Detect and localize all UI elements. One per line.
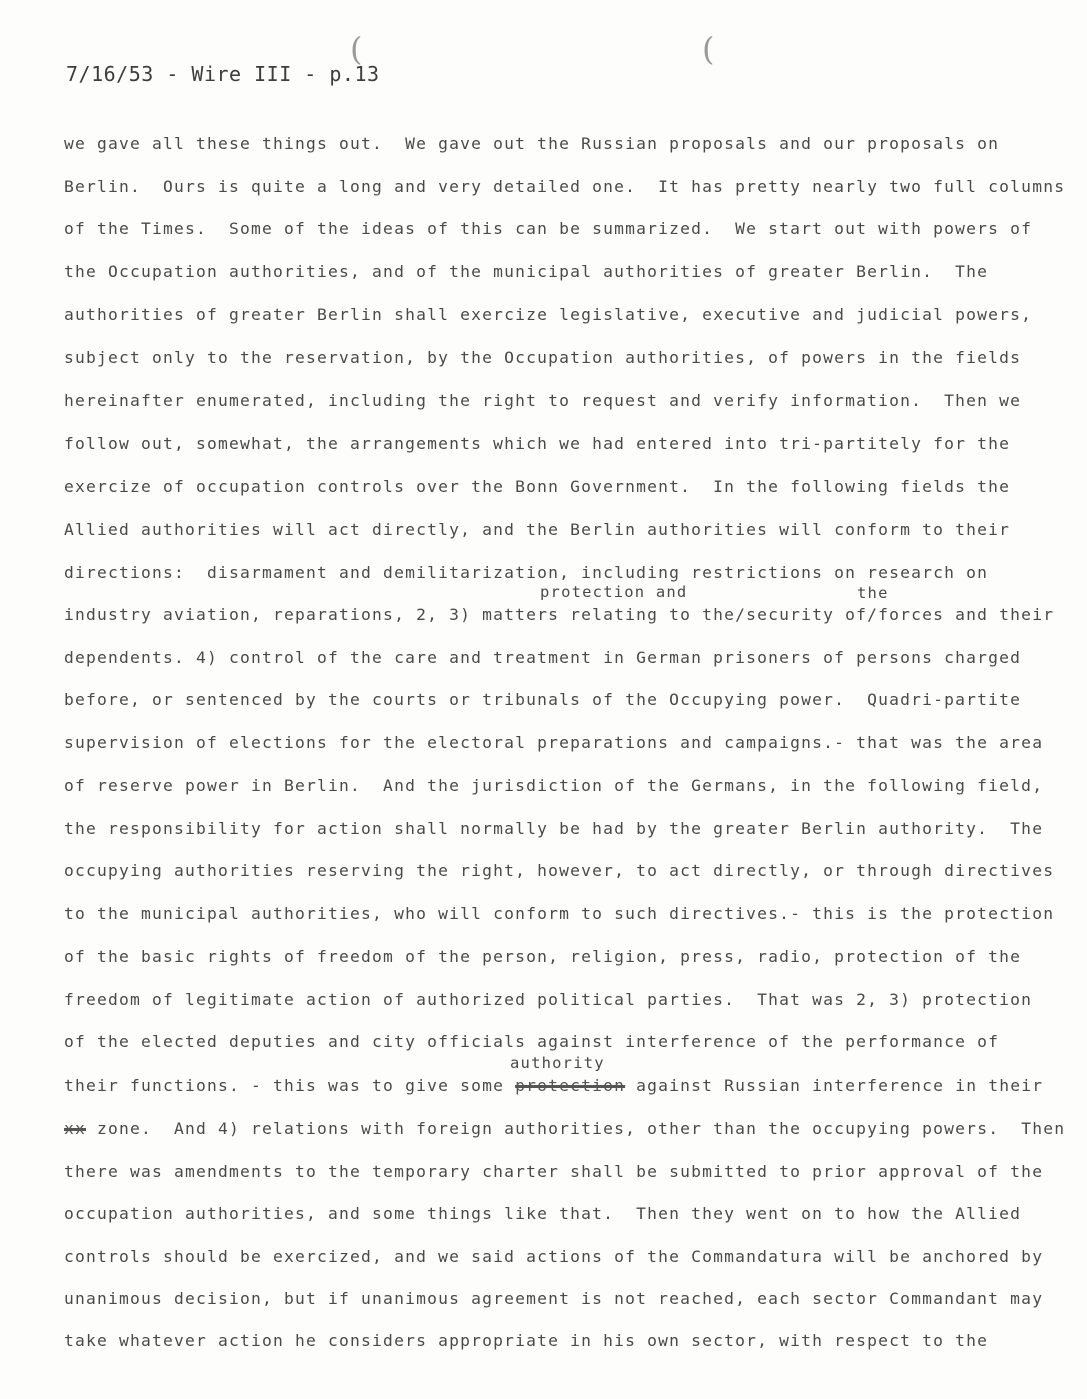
text-line-22: of the elected deputies and city officials against interference of the performance of	[64, 1032, 1000, 1051]
text-line-20: of the basic rights of freedom of the person, religion, press, radio, protection of the	[64, 947, 1022, 966]
text-line-15: supervision of elections for the electoral preparations and campaigns.- that was the area	[64, 733, 1044, 752]
interlinear-insert-the: the	[857, 584, 889, 602]
text-line-10: Allied authorities will act directly, and the Berlin authorities will conform to their	[64, 520, 1011, 539]
text-line-27: controls should be exercized, and we said actions of the Commandatura will be anchored by	[64, 1247, 1044, 1266]
text-line-19: to the municipal authorities, who will conform to such directives.- this is the protection	[64, 904, 1055, 923]
text-line-12: industry aviation, reparations, 2, 3) matters relating to the/security of/forces and their	[64, 605, 1055, 624]
text-line-16: of reserve power in Berlin. And the jurisdiction of the Germans, in the following field,	[64, 776, 1044, 795]
punch-mark-left: (	[350, 30, 363, 68]
punch-mark-right: (	[702, 30, 715, 68]
struck-word-xx: xx	[64, 1119, 87, 1138]
text-line-14: before, or sentenced by the courts or tribunals of the Occupying power. Quadri-partite	[64, 690, 1022, 709]
interlinear-insert-authority: authority	[510, 1054, 605, 1072]
text-line-24-end: zone. And 4) relations with foreign authorities, other than the occupying powers. Then	[86, 1119, 1066, 1138]
text-line-21: freedom of legitimate action of authorized political parties. That was 2, 3) protection	[64, 990, 1033, 1009]
text-line-9: exercize of occupation controls over the Bonn Government. In the following fields the	[64, 477, 1011, 496]
text-line-1: we gave all these things out. We gave out the Russian proposals and our proposals on	[64, 134, 1000, 153]
text-line-2: Berlin. Ours is quite a long and very detailed one. It has pretty nearly two full columns	[64, 177, 1066, 196]
text-line-4: the Occupation authorities, and of the municipal authorities of greater Berlin. The	[64, 262, 989, 281]
page-header: 7/16/53 - Wire III - p.13	[66, 62, 380, 86]
interlinear-insert-protection: protection and	[540, 583, 688, 601]
text-line-7: hereinafter enumerated, including the right to request and verify information. Then we	[64, 391, 1022, 410]
text-line-3: of the Times. Some of the ideas of this can be summarized. We start out with powers of	[64, 219, 1033, 238]
text-line-24	[64, 1119, 1065, 1138]
text-line-23	[64, 1076, 1043, 1095]
text-line-5: authorities of greater Berlin shall exercize legislative, executive and judicial powers,	[64, 305, 1033, 324]
text-line-29: take whatever action he considers appropriate in his own sector, with respect to the	[64, 1331, 989, 1350]
text-line-26: occupation authorities, and some things like that. Then they went on to how the Allied	[64, 1204, 1022, 1223]
text-line-8: follow out, somewhat, the arrangements which we had entered into tri-partitely for the	[64, 434, 1011, 453]
text-line-13: dependents. 4) control of the care and treatment in German prisoners of persons charged	[64, 648, 1022, 667]
text-line-23-start: their functions. - this was to give some	[64, 1076, 516, 1095]
text-line-23-end: against Russian interference in their	[625, 1076, 1044, 1095]
text-line-11: directions: disarmament and demilitarization, including restrictions on research on	[64, 563, 989, 582]
text-line-17: the responsibility for action shall normally be had by the greater Berlin authority. The	[64, 819, 1044, 838]
text-line-25: there was amendments to the temporary charter shall be submitted to prior approval of the	[64, 1162, 1044, 1181]
text-line-18: occupying authorities reserving the right, however, to act directly, or through directives	[64, 861, 1055, 880]
text-line-28: unanimous decision, but if unanimous agreement is not reached, each sector Commandant may	[64, 1289, 1044, 1308]
struck-word-protection: protection	[515, 1076, 626, 1095]
text-line-6: subject only to the reservation, by the Occupation authorities, of powers in the fields	[64, 348, 1022, 367]
